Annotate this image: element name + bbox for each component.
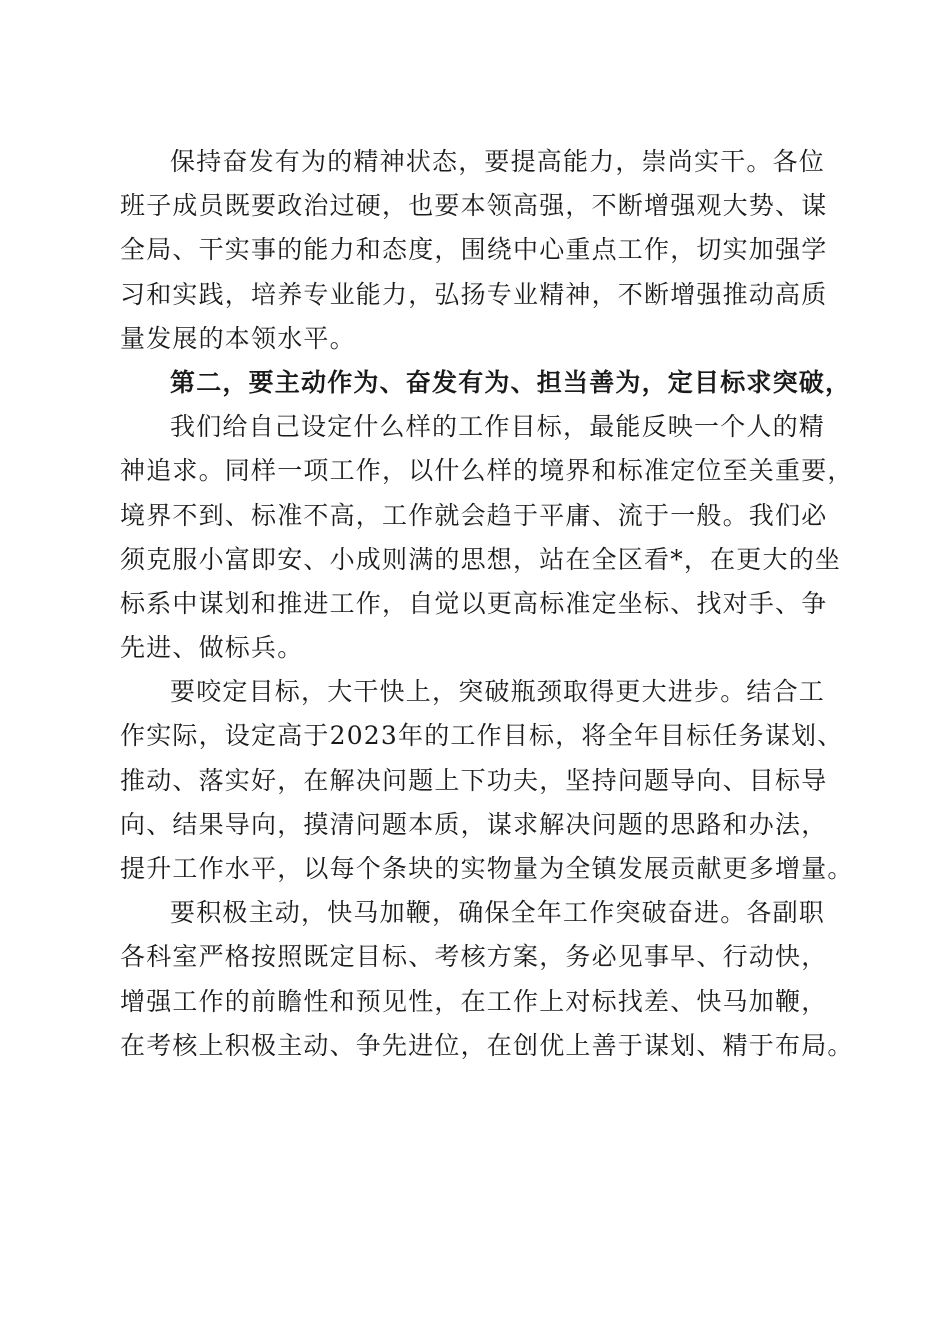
- text-line: 我们给自己设定什么样的工作目标，最能反映一个人的精: [170, 412, 826, 442]
- text-line: 习和实践，培养专业能力，弘扬专业精神，不断增强推动高质: [120, 279, 828, 309]
- text-line: 标系中谋划和推进工作，自觉以更高标准定坐标、找对手、争: [120, 588, 828, 618]
- text-line: 各科室严格按照既定目标、考核方案，务必见事早、行动快，: [120, 942, 828, 972]
- text-line: 作实际，设定高于2023年的工作目标，将全年目标任务谋划、: [120, 721, 844, 751]
- text-line: 保持奋发有为的精神状态，要提高能力，崇尚实干。各位: [170, 147, 826, 176]
- text-line: 要咬定目标，大干快上，突破瓶颈取得更大进步。结合工: [170, 677, 826, 707]
- text-line: 推动、落实好，在解决问题上下功夫，坚持问题导向、目标导: [120, 765, 828, 795]
- text-line: 要积极主动，快马加鞭，确保全年工作突破奋进。各副职: [170, 898, 826, 928]
- text-line: 在考核上积极主动、争先进位，在创优上善于谋划、精于布局。: [120, 1030, 854, 1060]
- text-line: 境界不到、标准不高，工作就会趋于平庸、流于一般。我们必: [120, 500, 828, 530]
- text-line: 提升工作水平，以每个条块的实物量为全镇发展贡献更多增量。: [120, 854, 854, 883]
- text-line: 增强工作的前瞻性和预见性，在工作上对标找差、快马加鞭，: [120, 986, 828, 1016]
- text-line: 向、结果导向，摸清问题本质，谋求解决问题的思路和办法，: [120, 809, 828, 839]
- text-line: 神追求。同样一项工作，以什么样的境界和标准定位至关重要，: [120, 456, 854, 486]
- text-line: 量发展的本领水平。: [120, 323, 356, 353]
- document-body: [120, 140, 854, 1068]
- text-line: 先进、做标兵。: [120, 633, 304, 663]
- text-line: 须克服小富即安、小成则满的思想，站在全区看*，在更大的坐: [120, 544, 842, 574]
- text-line: 班子成员既要政治过硬，也要本领高强，不断增强观大势、谋: [120, 191, 828, 221]
- section-heading: 第二，要主动作为、奋发有为、担当善为，定目标求突破，: [170, 367, 852, 397]
- text-line: 全局、干实事的能力和态度，围绕中心重点工作，切实加强学: [120, 235, 828, 265]
